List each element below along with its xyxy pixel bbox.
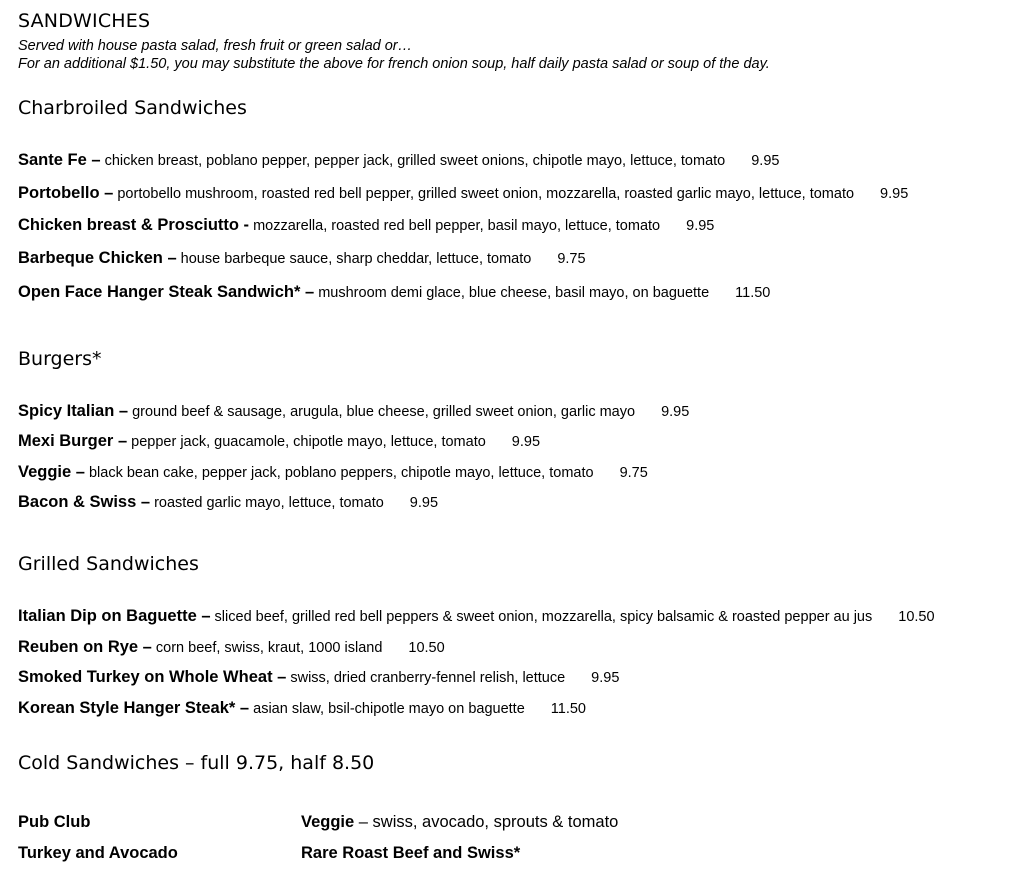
menu-item-price: 11.50 bbox=[735, 285, 771, 301]
menu-item-name: Korean Style Hanger Steak* – bbox=[18, 699, 250, 717]
menu-item bbox=[18, 607, 935, 626]
menu-item-price: 9.95 bbox=[751, 153, 780, 169]
menu-item-price: 10.50 bbox=[408, 640, 445, 656]
menu-item bbox=[18, 432, 540, 451]
menu-item bbox=[18, 844, 178, 863]
menu-item-price: 11.50 bbox=[550, 701, 586, 717]
menu-item-name: Pub Club bbox=[18, 813, 91, 831]
menu-item-name: Chicken breast & Prosciutto - bbox=[18, 216, 250, 234]
menu-item-name: Rare Roast Beef and Swiss* bbox=[301, 844, 521, 862]
menu-item-name: Open Face Hanger Steak Sandwich* – bbox=[18, 283, 315, 301]
menu-item bbox=[18, 402, 689, 421]
menu-item-name: Smoked Turkey on Whole Wheat – bbox=[18, 668, 287, 686]
menu-item-price: 9.95 bbox=[661, 404, 690, 420]
menu-item-description: swiss, dried cranberry-fennel relish, lettuce bbox=[286, 670, 566, 686]
menu-item-price: 9.75 bbox=[619, 465, 648, 481]
menu-item-price: 9.75 bbox=[557, 251, 586, 267]
menu-item-price: 9.95 bbox=[511, 434, 541, 450]
menu-item-name: Sante Fe – bbox=[18, 151, 101, 169]
menu-item bbox=[18, 151, 779, 170]
menu-item-name: Reuben on Rye – bbox=[18, 638, 152, 656]
menu-item-name: Veggie bbox=[301, 813, 355, 831]
menu-item-description: portobello mushroom, roasted red bell pepper, grilled sweet onion, mozzarella, roasted garlic mayo, lettuce, tomato bbox=[113, 186, 855, 202]
menu-item-price: 10.50 bbox=[898, 609, 935, 625]
menu-item-price: 9.95 bbox=[686, 218, 715, 234]
menu-item bbox=[18, 283, 770, 302]
page-title: SANDWICHES bbox=[18, 10, 151, 32]
menu-item-name: Veggie – bbox=[18, 463, 85, 481]
menu-item bbox=[18, 184, 908, 203]
menu-item-description: house barbeque sauce, sharp cheddar, lettuce, tomato bbox=[176, 251, 532, 267]
section-title-cold: Cold Sandwiches – full 9.75, half 8.50 bbox=[18, 752, 375, 774]
menu-item-description: black bean cake, pepper jack, poblano peppers, chipotle mayo, lettuce, tomato bbox=[84, 465, 594, 481]
menu-item-description: sliced beef, grilled red bell peppers & sweet onion, mozzarella, spicy balsamic & roasted pepper au jus bbox=[210, 609, 873, 625]
menu-item-name: Bacon & Swiss – bbox=[18, 493, 151, 511]
menu-item bbox=[18, 493, 438, 512]
section-title-charbroiled: Charbroiled Sandwiches bbox=[18, 97, 247, 119]
menu-item-price: 9.95 bbox=[409, 495, 439, 511]
served-with-note: Served with house pasta salad, fresh fruit or green salad or… bbox=[18, 38, 413, 54]
menu-item-name: Barbeque Chicken – bbox=[18, 249, 177, 267]
substitution-note: For an additional $1.50, you may substitute the above for french onion soup, half daily pasta salad or soup of the day. bbox=[18, 56, 770, 72]
menu-item-description: pepper jack, guacamole, chipotle mayo, lettuce, tomato bbox=[127, 434, 486, 450]
menu-item bbox=[18, 813, 90, 832]
menu-item bbox=[18, 249, 586, 268]
menu-item-description: chicken breast, poblano pepper, pepper jack, grilled sweet onions, chipotle mayo, lettuce, tomato bbox=[100, 153, 726, 169]
menu-item bbox=[18, 668, 619, 687]
menu-item-description: ground beef & sausage, arugula, blue cheese, grilled sweet onion, garlic mayo bbox=[128, 404, 636, 420]
menu-item bbox=[18, 216, 714, 235]
menu-item bbox=[18, 638, 445, 657]
menu-item-description: asian slaw, bsil-chipotle mayo on baguette bbox=[249, 701, 525, 717]
menu-item-price: 9.95 bbox=[880, 186, 909, 202]
menu-item bbox=[301, 813, 618, 832]
menu-item bbox=[18, 463, 648, 482]
menu-item-description: mozzarella, roasted red bell pepper, basil mayo, lettuce, tomato bbox=[249, 218, 661, 234]
menu-item-description: corn beef, swiss, kraut, 1000 island bbox=[151, 640, 383, 656]
section-title-burgers: Burgers* bbox=[18, 348, 102, 370]
menu-item-description: roasted garlic mayo, lettuce, tomato bbox=[150, 495, 384, 511]
menu-item-description: – swiss, avocado, sprouts & tomato bbox=[354, 813, 619, 831]
menu-item-name: Spicy Italian – bbox=[18, 402, 129, 420]
menu-item-name: Portobello – bbox=[18, 184, 114, 202]
menu-item-description: mushroom demi glace, blue cheese, basil mayo, on baguette bbox=[314, 285, 710, 301]
section-title-grilled: Grilled Sandwiches bbox=[18, 553, 199, 575]
menu-item bbox=[301, 844, 520, 863]
menu-item-name: Italian Dip on Baguette – bbox=[18, 607, 211, 625]
menu-item-name: Turkey and Avocado bbox=[18, 844, 178, 862]
menu-item-name: Mexi Burger – bbox=[18, 432, 128, 450]
menu-item bbox=[18, 699, 586, 718]
menu-item-price: 9.95 bbox=[591, 670, 620, 686]
